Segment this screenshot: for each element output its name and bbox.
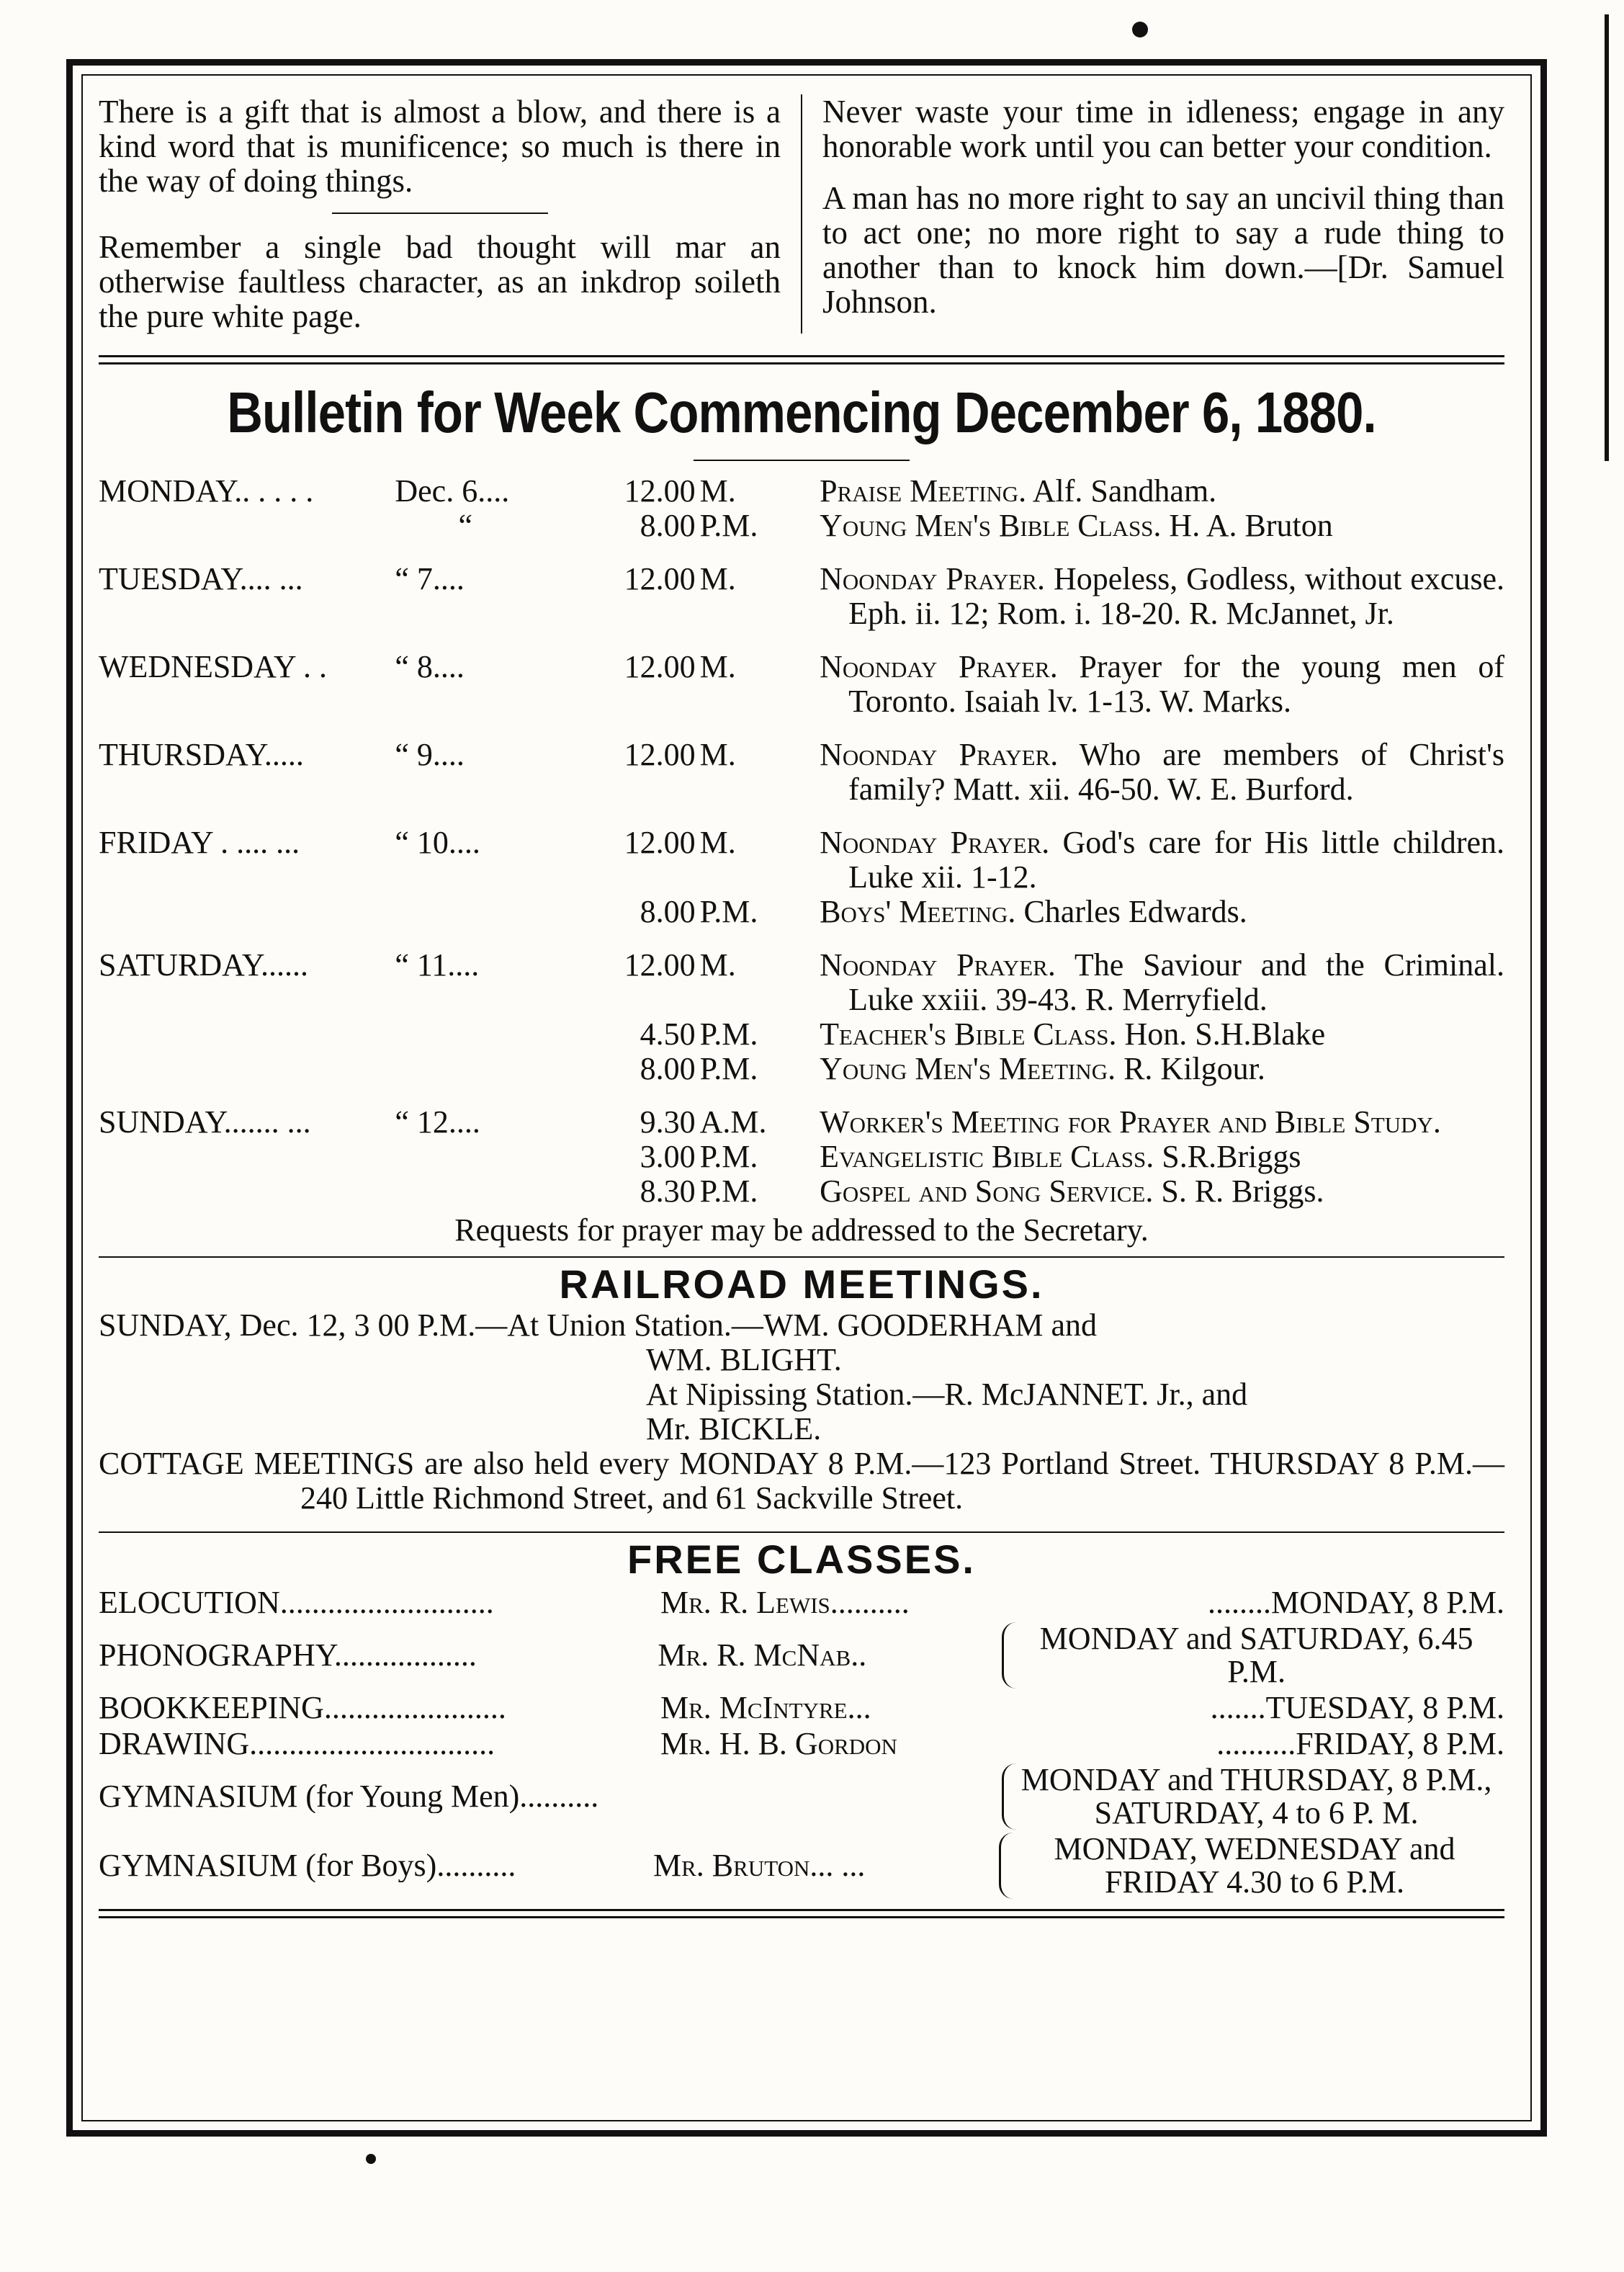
schedule-day: THURSDAY..... [99,738,304,772]
schedule-ampm: M. [699,737,736,772]
class-row [99,1622,1504,1689]
weekly-schedule [99,474,1504,1209]
class-schedule: ..........FRIDAY, 8 P.M. [1216,1726,1504,1761]
schedule-description [820,826,1504,895]
schedule-row [99,1105,1504,1140]
schedule-time: 12.00 [624,473,696,509]
scan-edge-line [1605,14,1609,461]
schedule-ampm: A.M. [699,1104,767,1140]
schedule-time: 12.00 [624,825,696,860]
event-details: God's care for His little children. Luke xii. 1-12. [848,825,1504,895]
printer-mark-top [1132,22,1148,37]
schedule-time: 8.00 [640,508,696,543]
schedule-date [395,1174,536,1209]
class-subject: ELOCUTION........................... [99,1586,494,1619]
railroad-line: At Nipissing Station.—R. McJANNET. Jr., and [646,1377,1248,1412]
class-schedule: MONDAY and THURSDAY, 8 P.M., SATURDAY, 4 to 6 P. M. [1002,1763,1504,1830]
schedule-time: 9.30 [640,1104,696,1140]
railroad-line: WM. BLIGHT. [646,1342,842,1377]
schedule-date [395,1140,536,1174]
event-name: Praise Meeting. [820,473,1027,509]
schedule-date: “ 11.... [395,948,480,983]
maxim: A man has no more right to say an uncivil thing than to act one; no more right to say a rude thing to another than to knock him down.—[Dr. Samuel Johnson. [822,180,1504,320]
schedule-ampm: M. [699,473,736,509]
schedule-row [99,948,1504,1017]
schedule-time: 8.30 [640,1173,696,1209]
schedule-date: “ 9.... [395,738,465,772]
double-divider [99,1909,1504,1918]
class-row [99,1691,1504,1725]
divider [694,460,910,461]
schedule-date: “ 10.... [395,826,480,860]
event-details: Hopeless, Godless, without excuse. Eph. ii. 12; Rom. i. 18-20. R. McJannet, Jr. [848,561,1504,631]
divider [332,213,548,214]
divider [99,1531,1504,1533]
schedule-ampm: P.M. [699,1173,758,1209]
class-subject: BOOKKEEPING....................... [99,1691,506,1725]
schedule-time: 8.00 [640,1051,696,1086]
schedule-ampm: P.M. [699,508,758,543]
schedule-description [820,562,1504,631]
railroad-line: Mr. BICKLE. [646,1411,822,1446]
schedule-description [820,948,1504,1017]
schedule-row [99,1174,1504,1209]
class-subject: GYMNASIUM (for Boys).......... [99,1849,516,1882]
class-teacher: Mr. R. Lewis.......... [660,1586,910,1619]
schedule-row [99,474,1504,509]
schedule-time: 3.00 [640,1139,696,1174]
schedule-row [99,826,1504,895]
event-name: Evangelistic Bible Class. [820,1139,1154,1174]
schedule-description [820,1052,1504,1086]
schedule-day: SUNDAY....... ... [99,1105,311,1140]
schedule-day: MONDAY.. . . . . [99,474,314,509]
event-name: Noonday Prayer. [820,947,1056,983]
schedule-day [99,1017,395,1052]
event-name: Noonday Prayer. [820,561,1045,596]
schedule-date [395,1052,536,1086]
schedule-ampm: P.M. [699,894,758,929]
spacer [822,164,1504,181]
schedule-day: TUESDAY.... ... [99,562,303,596]
event-details: Alf. Sandham. [1026,473,1217,509]
schedule-day: SATURDAY...... [99,948,308,983]
class-teacher: Mr. R. McNab.. [658,1639,867,1672]
event-name: Boys' Meeting. [820,894,1016,929]
schedule-row [99,738,1504,807]
schedule-description [820,650,1504,719]
schedule-row [99,895,1504,929]
divider [99,1256,1504,1258]
schedule-day: FRIDAY . .... ... [99,826,300,860]
schedule-day [99,1140,395,1174]
schedule-date: “ 12.... [395,1105,480,1140]
schedule-description [820,895,1504,929]
cottage-meetings-text: COTTAGE MEETINGS are also held every MONDAY 8 P.M.—123 Portland Street. THURSDAY 8 P.M.—240 Little Richmond Street, and 61 Sackville Street. [99,1446,1504,1516]
maxim: There is a gift that is almost a blow, and there is a kind word that is munificence; so much is there in the way of doing things. [99,94,781,199]
maxims-section [99,94,1504,334]
class-row [99,1727,1504,1761]
schedule-day [99,1174,395,1209]
schedule-day [99,509,395,543]
schedule-description [820,474,1504,509]
schedule-ampm: M. [699,561,736,596]
page-frame [66,59,1547,2137]
schedule-date [395,895,536,929]
event-details: R. Kilgour. [1116,1051,1265,1086]
schedule-time: 12.00 [624,649,696,684]
schedule-day: WEDNESDAY . . [99,650,327,684]
schedule-row [99,650,1504,719]
schedule-description [820,1105,1504,1140]
schedule-date: “ [458,509,473,543]
event-details: Hon. S.H.Blake [1116,1016,1326,1052]
event-name: Noonday Prayer. [820,825,1050,860]
event-name: Young Men's Bible Class. [820,508,1162,543]
maxim: Remember a single bad thought will mar an otherwise faultless character, as an inkdrop soileth the pure white page. [99,229,781,334]
schedule-row [99,1140,1504,1174]
event-name: Noonday Prayer. [820,649,1058,684]
printer-mark-bottom [366,2154,376,2164]
class-row [99,1763,1504,1830]
schedule-ampm: P.M. [699,1051,758,1086]
free-classes-heading: FREE CLASSES. [627,1537,976,1582]
schedule-day [99,1052,395,1086]
maxim: Never waste your time in idleness; engage in any honorable work until you can better your condition. [822,94,1504,164]
schedule-row [99,562,1504,631]
schedule-ampm: P.M. [699,1139,758,1174]
event-details: Who are members of Christ's family? Matt. xii. 46-50. W. E. Burford. [848,737,1504,807]
maxims-left-column [99,94,801,334]
event-details: H. A. Bruton [1161,508,1333,543]
class-row [99,1586,1504,1619]
schedule-description [820,509,1504,543]
class-subject: DRAWING............................... [99,1727,495,1761]
event-name: Worker's Meeting for Prayer and Bible Study. [820,1104,1441,1140]
schedule-ampm: M. [699,947,736,983]
schedule-time: 12.00 [624,737,696,772]
schedule-description [820,1174,1504,1209]
event-details: The Saviour and the Criminal. Luke xxiii. 39-43. R. Merryfield. [848,947,1504,1017]
event-name: Teacher's Bible Class. [820,1016,1117,1052]
schedule-row [99,1017,1504,1052]
schedule-day [99,895,395,929]
event-name: Gospel and Song Service. [820,1173,1154,1209]
schedule-description [820,738,1504,807]
class-schedule: MONDAY and SATURDAY, 6.45 P.M. [1002,1622,1504,1689]
class-teacher: Mr. McIntyre... [660,1691,871,1725]
class-subject: PHONOGRAPHY.................. [99,1639,477,1672]
schedule-time: 12.00 [624,947,696,983]
class-subject: GYMNASIUM (for Young Men).......... [99,1780,599,1813]
event-details: Charles Edwards. [1015,894,1247,929]
schedule-date: “ 7.... [395,562,465,596]
railroad-meetings-section [99,1261,1504,1516]
event-name: Noonday Prayer. [820,737,1059,772]
event-name: Young Men's Meeting. [820,1051,1116,1086]
prayer-requests-note: Requests for prayer may be addressed to the Secretary. [454,1212,1149,1248]
schedule-time: 12.00 [624,561,696,596]
schedule-ampm: P.M. [699,1016,758,1052]
event-details: Prayer for the young men of Toronto. Isaiah lv. 1-13. W. Marks. [848,649,1504,719]
class-teacher: Mr. H. B. Gordon [660,1727,897,1761]
schedule-date: “ 8.... [395,650,465,684]
schedule-description [820,1140,1504,1174]
schedule-ampm: M. [699,649,736,684]
schedule-row [99,509,1504,543]
double-divider [99,355,1504,364]
schedule-ampm: M. [699,825,736,860]
page-content [99,94,1504,1918]
schedule-time: 8.00 [640,894,696,929]
schedule-date: Dec. 6.... [395,474,510,509]
railroad-heading: RAILROAD MEETINGS. [559,1261,1044,1307]
schedule-description [820,1017,1504,1052]
schedule-row [99,1052,1504,1086]
maxims-right-column [801,94,1504,334]
class-schedule: MONDAY, WEDNESDAY and FRIDAY 4.30 to 6 P.M. [999,1833,1504,1899]
schedule-date [395,1017,536,1052]
railroad-line: SUNDAY, Dec. 12, 3 00 P.M.—At Union Station.—WM. GOODERHAM and [99,1307,1098,1343]
class-row [99,1833,1504,1899]
class-teacher: Mr. Bruton... ... [653,1849,866,1882]
free-classes-section [99,1536,1504,1899]
class-schedule: .......TUESDAY, 8 P.M. [1210,1690,1504,1725]
class-schedule: ........MONDAY, 8 P.M. [1207,1585,1504,1620]
event-details: S. R. Briggs. [1153,1173,1324,1209]
event-details: S.R.Briggs [1154,1139,1301,1174]
schedule-time: 4.50 [640,1016,696,1052]
bulletin-title: Bulletin for Week Commencing December 6, 1880. [227,380,1376,444]
